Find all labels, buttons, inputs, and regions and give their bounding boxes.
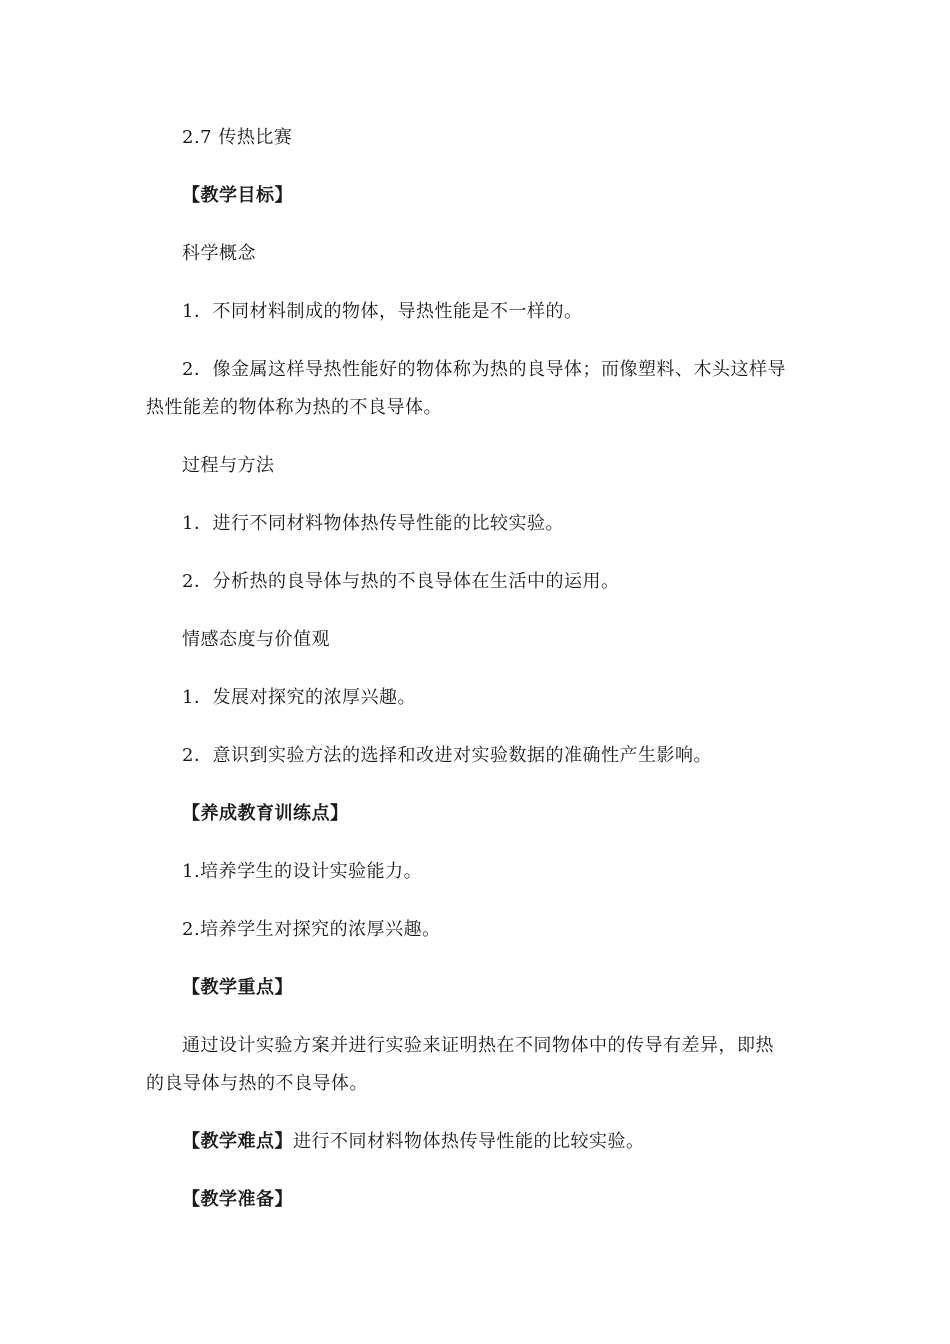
process-item-1: 1．进行不同材料物体热传导性能的比较实验。 bbox=[182, 513, 564, 534]
emotion-item-1: 1．发展对探究的浓厚兴趣。 bbox=[182, 687, 416, 708]
difficulty-heading: 【教学难点】 bbox=[182, 1131, 293, 1152]
science-concept-item-1: 1．不同材料制成的物体，导热性能是不一样的。 bbox=[182, 301, 583, 322]
habit-item-2: 2.培养学生对探究的浓厚兴趣。 bbox=[182, 919, 441, 940]
science-concept-item-2-line2: 热性能差的物体称为热的不良导体。 bbox=[146, 397, 442, 418]
science-concept-heading: 科学概念 bbox=[182, 243, 256, 264]
objectives-heading: 【教学目标】 bbox=[182, 185, 293, 206]
process-item-2: 2．分析热的良导体与热的不良导体在生活中的运用。 bbox=[182, 571, 620, 592]
emotion-item-2: 2．意识到实验方法的选择和改进对实验数据的准确性产生影响。 bbox=[182, 745, 712, 766]
habit-heading: 【养成教育训练点】 bbox=[182, 803, 349, 824]
process-heading: 过程与方法 bbox=[182, 455, 275, 476]
difficulty-text: 进行不同材料物体热传导性能的比较实验。 bbox=[293, 1131, 645, 1152]
difficulty-paragraph bbox=[182, 1131, 645, 1153]
key-point-text-line2: 的良导体与热的不良导体。 bbox=[146, 1073, 368, 1094]
emotion-heading: 情感态度与价值观 bbox=[182, 629, 330, 650]
habit-item-1: 1.培养学生的设计实验能力。 bbox=[182, 861, 423, 882]
lesson-title: 2.7 传热比赛 bbox=[182, 127, 293, 148]
key-point-text-line1: 通过设计实验方案并进行实验来证明热在不同物体中的传导有差异，即热 bbox=[182, 1035, 774, 1056]
preparation-heading: 【教学准备】 bbox=[182, 1189, 293, 1210]
science-concept-item-2-line1: 2．像金属这样导热性能好的物体称为热的良导体；而像塑料、木头这样导 bbox=[182, 359, 786, 380]
key-point-heading: 【教学重点】 bbox=[182, 977, 293, 998]
